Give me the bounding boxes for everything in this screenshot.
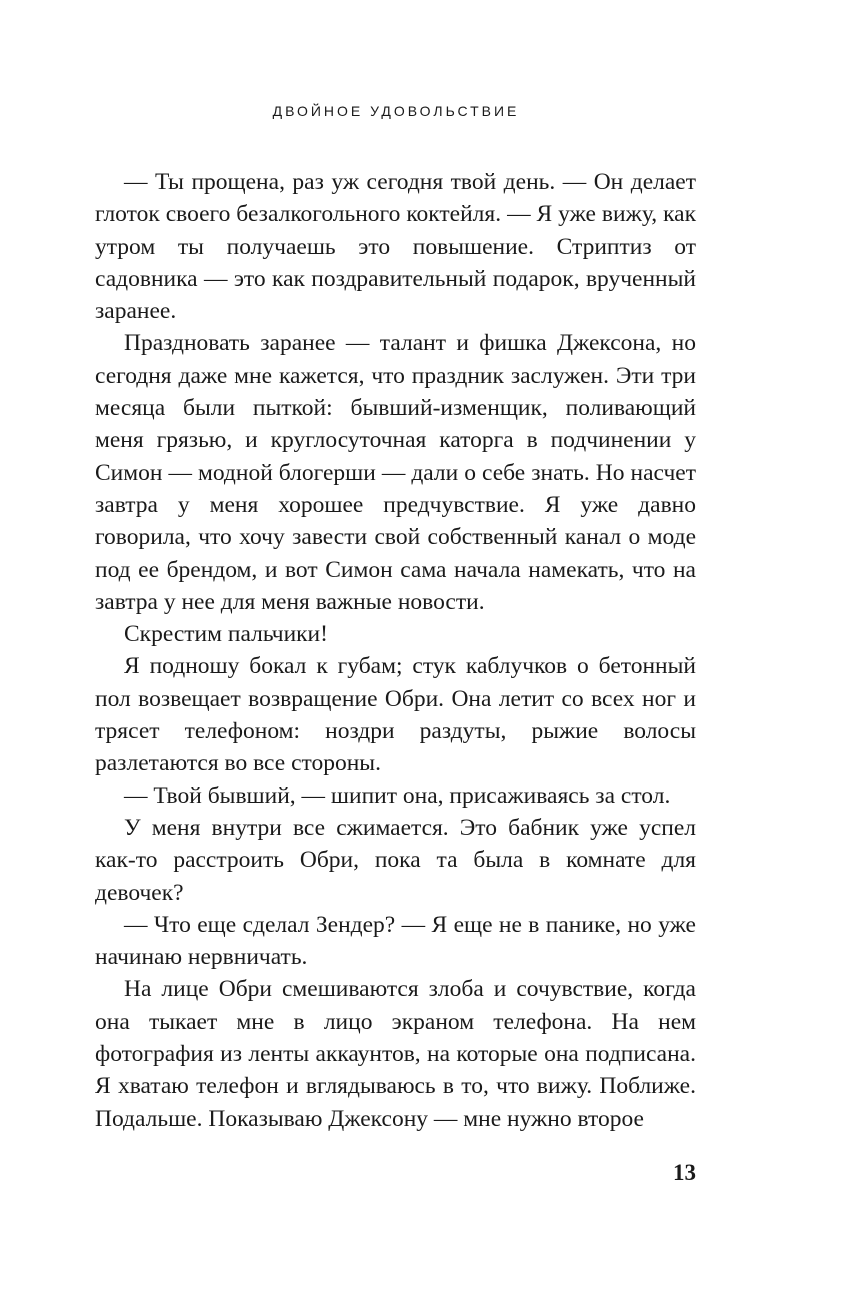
page-number: 13 xyxy=(673,1160,696,1185)
paragraph: Я подношу бокал к губам; стук каблучков о бетонный пол возвещает возвращение Обри. Она летит со всех ног и трясет телефоном: ноздри раздуты, рыжие волосы разлетаются во все стороны. xyxy=(95,653,696,777)
paragraph: — Ты прощена, раз уж сегодня твой день. — Он делает глоток своего безалкогольного коктейля. — Я уже вижу, как утром ты получаешь это повышение. Стриптиз от садовника — это как поздравительный подарок, врученный заранее. xyxy=(95,169,696,325)
paragraph: — Твой бывший, — шипит она, присаживаясь за стол. xyxy=(124,782,671,809)
paragraph: У меня внутри все сжимается. Это бабник уже успел как-то расстроить Обри, пока та была в комнате для девочек? xyxy=(95,814,696,906)
running-header: ДВОЙНОЕ УДОВОЛЬСТВИЕ xyxy=(272,103,520,119)
paragraph: — Что еще сделал Зендер? — Я еще не в панике, но уже начинаю нервничать. xyxy=(95,911,696,971)
paragraph: Праздновать заранее — талант и фишка Джексона, но сегодня даже мне кажется, что праздник заслужен. Эти три месяца были пыткой: бывший-изменщик, поливающий меня грязью, и круглосуточная каторга в подчинении у Симон — модной блогерши — дали о себе знать. Но насчет завтра у меня хорошее предчувствие. Я уже давно говорила, что хочу завести свой собственный канал о моде под ее брендом, и вот Симон сама начала намекать, что на завтра у нее для меня важные новости. xyxy=(95,330,696,615)
body-text xyxy=(95,166,696,1135)
paragraph: Скрестим пальчики! xyxy=(124,621,328,648)
paragraph: На лице Обри смешиваются злоба и сочувствие, когда она тыкает мне в лицо экраном телефона. На нем фотография из ленты аккаунтов, на которые она подписана. Я хватаю телефон и вглядываюсь в то, что вижу. Поближе. Подальше. Показываю Джексону — мне нужно второе xyxy=(95,976,696,1132)
